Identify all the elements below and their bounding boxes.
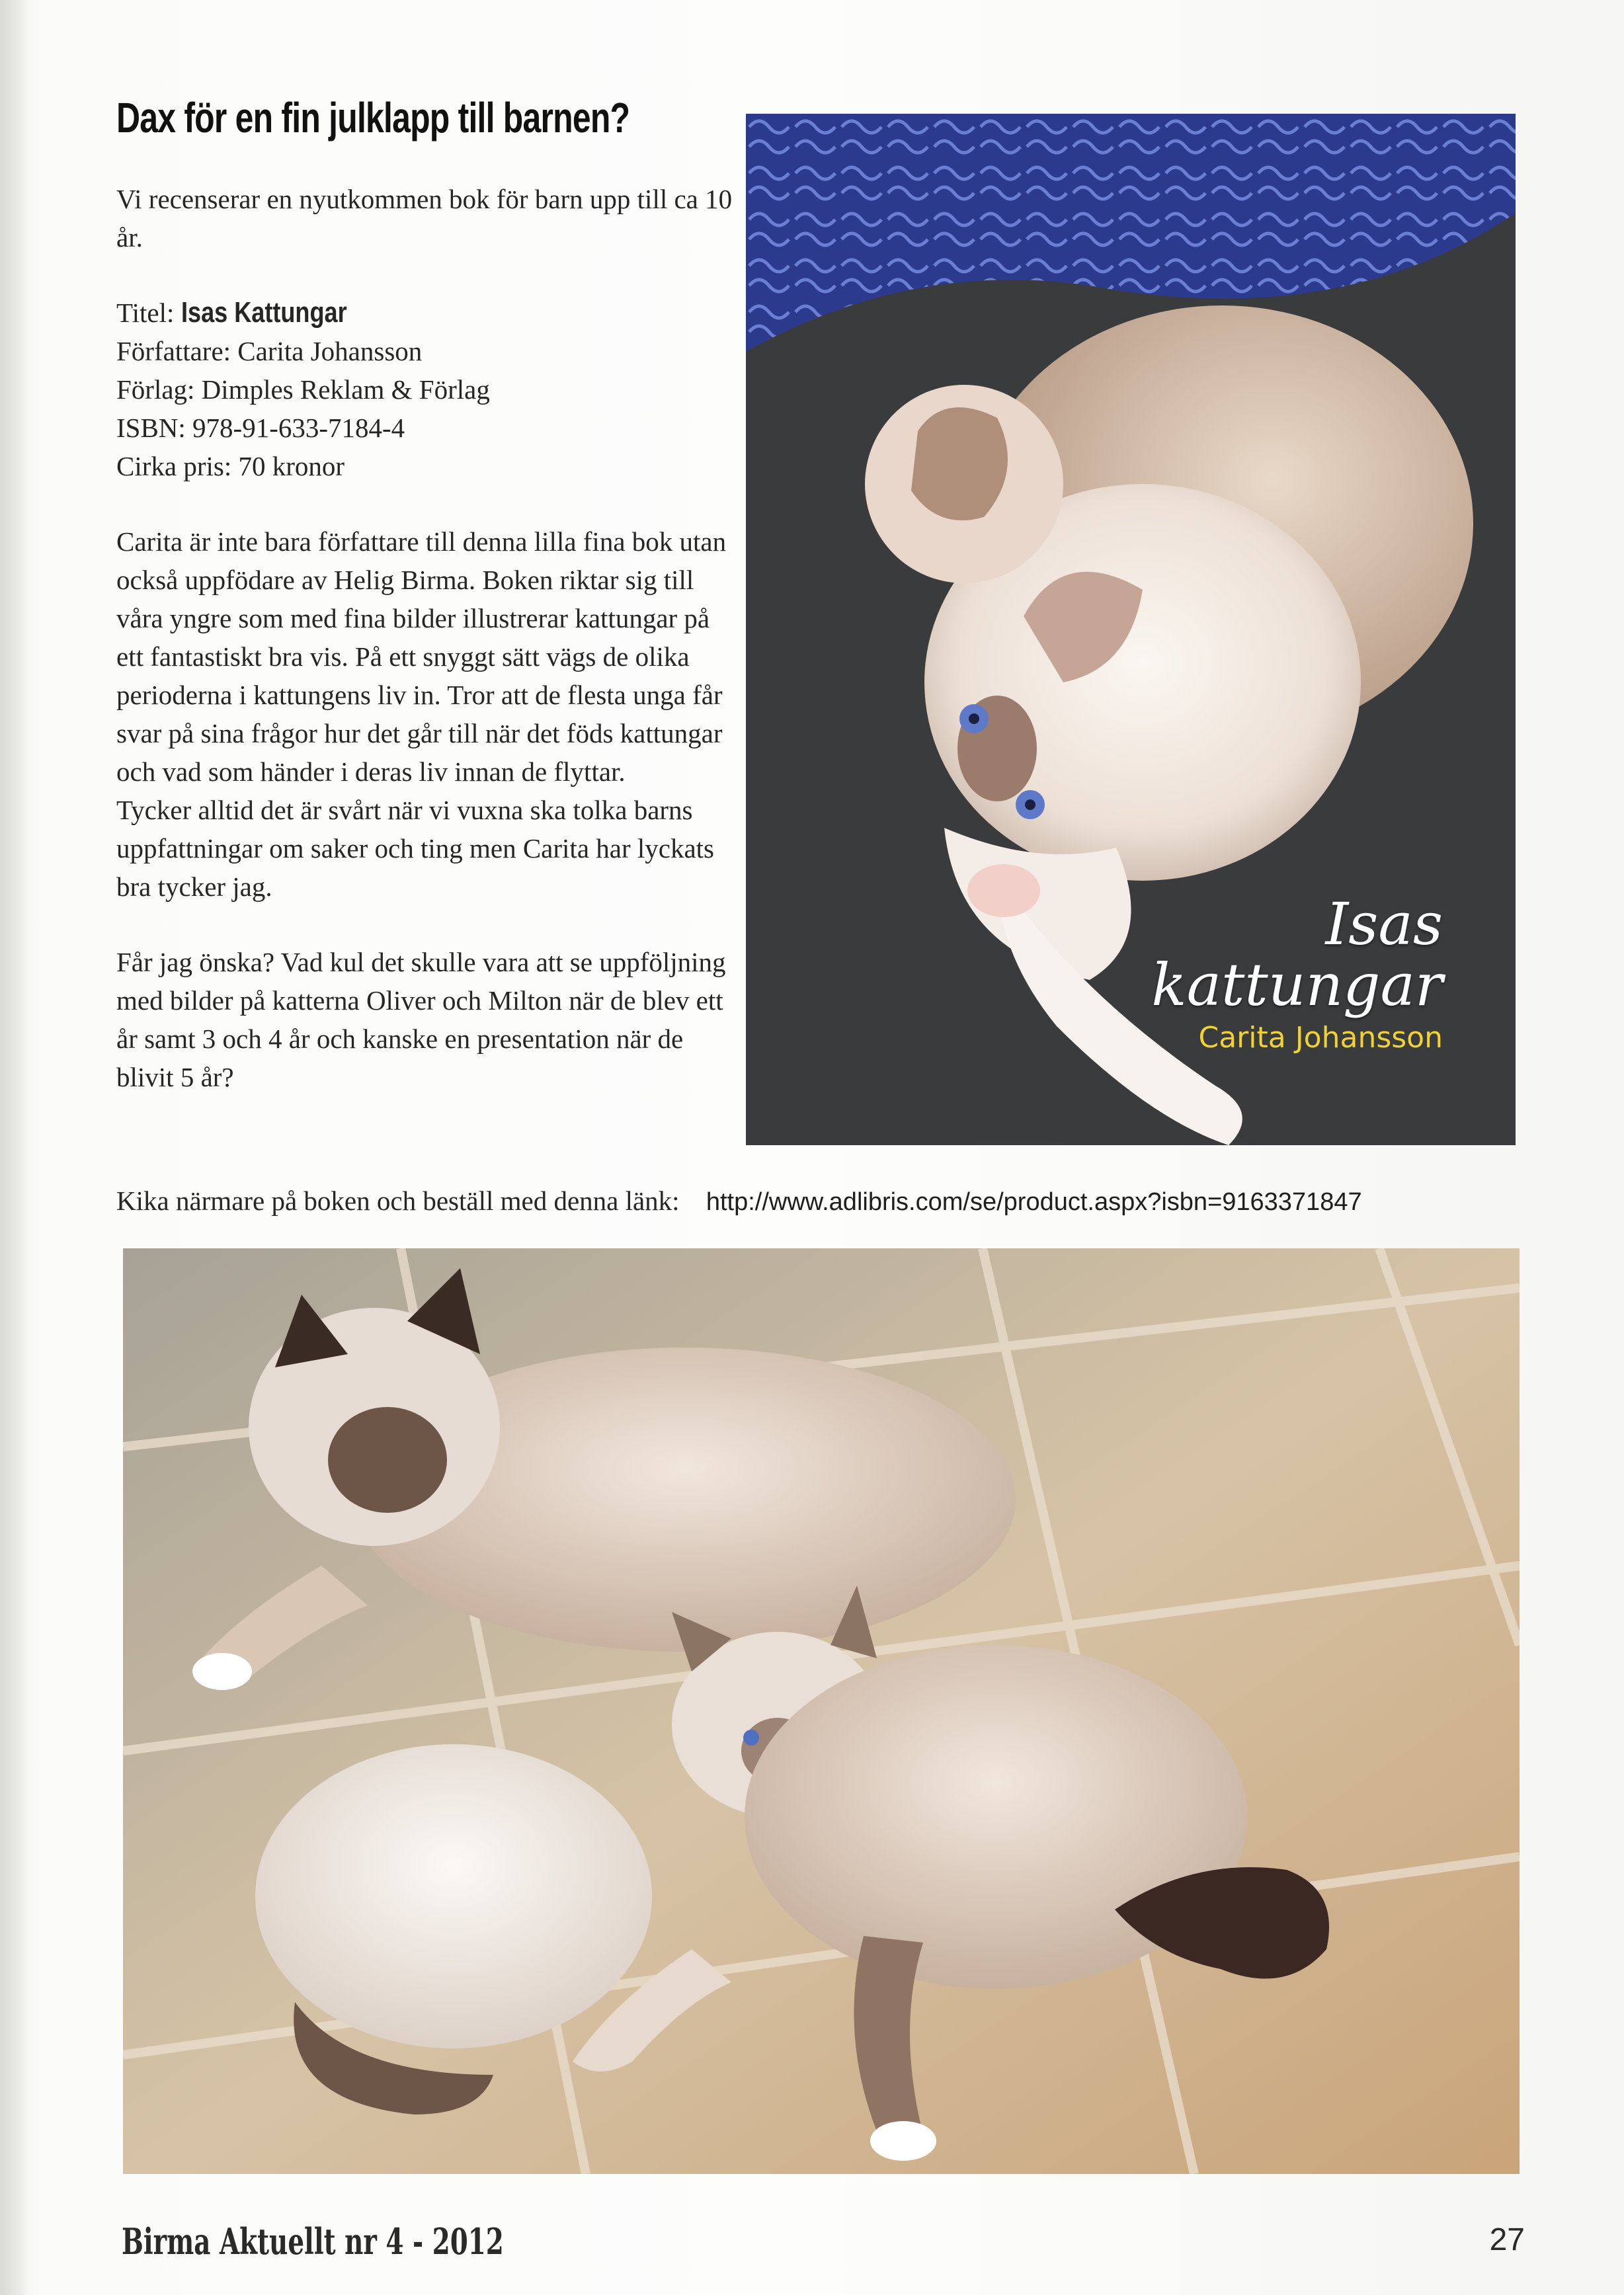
article-headline: Dax för en fin julklapp till barnen? [116, 94, 630, 141]
cats-photo-illustration [123, 1248, 1520, 2174]
book-details [116, 294, 738, 485]
cover-author: Carita Johansson [1198, 1021, 1443, 1055]
review-paragraph-1: Carita är inte bara författare till denna lilla fina bok utan också uppfödare av Helig Birma. Boken riktar sig till våra yngre som med fina bilder illustrerar kattungar på ett fantastiskt bra vis. På ett snyggt sätt vägs de olika perioderna i kattungens liv in. Tror att de flesta unga får svar på sina frågor hur det går till när det föds kattungar och vad som händer i deras liv innan de flyttar. [116, 526, 727, 787]
title-label: Titel: [116, 298, 175, 328]
order-link-url[interactable]: http://www.adlibris.com/se/product.aspx?isbn=9163371847 [706, 1188, 1362, 1216]
order-link-label: Kika närmare på boken och beställ med denna länk: [116, 1186, 680, 1216]
book-author: Författare: Carita Johansson [116, 336, 423, 366]
order-link-line [116, 1185, 1598, 1217]
footer-page-number: 27 [1489, 2222, 1525, 2257]
book-title: Isas Kattungar [181, 296, 347, 329]
page-edge-shadow [0, 0, 26, 2295]
article-intro: Vi recenserar en nyutkommen bok för barn upp till ca 10 år. [116, 184, 733, 253]
article-text-column [116, 180, 738, 1133]
cover-title [1151, 890, 1443, 1019]
cover-title-line-2: kattungar [1151, 951, 1443, 1019]
book-isbn: ISBN: 978-91-633-7184-4 [116, 413, 405, 443]
book-cover-image [746, 114, 1516, 1145]
book-price: Cirka pris: 70 kronor [116, 451, 345, 481]
review-paragraph-2: Tycker alltid det är svårt när vi vuxna ska tolka barns uppfattningar om saker och ting men Carita har lyckats bra tycker jag. [116, 795, 715, 902]
footer-magazine-title: Birma Aktuellt nr 4 - 2012 [122, 2220, 504, 2263]
book-publisher: Förlag: Dimples Reklam & Förlag [116, 374, 490, 405]
review-paragraph-3: Får jag önska? Vad kul det skulle vara att se uppföljning med bilder på katterna Oliver och Milton när de blev ett år samt 3 och 4 år och kanske en presentation när de blivit 5 år? [116, 947, 726, 1092]
cats-on-tile-floor-photo [123, 1248, 1520, 2174]
cover-title-line-1: Isas [1325, 890, 1443, 958]
